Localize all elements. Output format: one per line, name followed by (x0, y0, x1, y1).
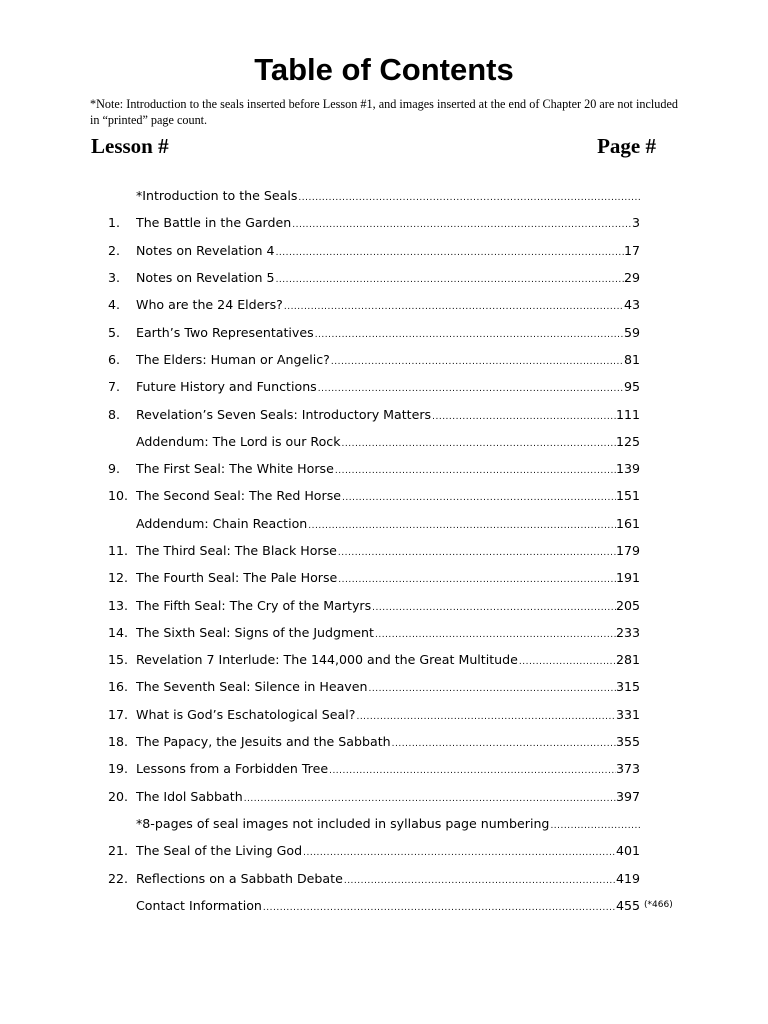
toc-entry-line (136, 652, 640, 667)
toc-entry-page: 59 (623, 324, 640, 340)
toc-entry-line (136, 188, 640, 203)
toc-entry-page: 43 (623, 297, 640, 313)
toc-entry-line (136, 761, 640, 776)
toc-entry (108, 209, 640, 236)
toc-entry-page: 397 (615, 788, 640, 804)
toc-entry-title: Contact Information (136, 897, 262, 913)
toc-entry-number: 4. (108, 297, 121, 313)
dot-leader (315, 330, 624, 340)
toc-entry-title: The Third Seal: The Black Horse (136, 543, 337, 558)
dot-leader (344, 876, 616, 886)
dot-leader (338, 575, 616, 585)
toc-entry-number: 13. (108, 597, 129, 613)
toc-entry-title: *8-pages of seal images not included in syllabus page numbering (136, 815, 550, 831)
toc-entry-line (136, 352, 640, 367)
toc-entry-line (136, 516, 640, 531)
dot-leader (342, 439, 616, 449)
toc-entry-line (136, 843, 640, 858)
toc-entry (108, 400, 640, 427)
dot-leader (375, 630, 616, 640)
toc-entry-page: 233 (615, 624, 640, 640)
toc-entry-number: 3. (108, 270, 121, 286)
toc-entry-page: 3 (631, 215, 640, 231)
toc-entry (108, 564, 640, 591)
dot-leader (331, 357, 624, 367)
toc-entry-number: 11. (108, 543, 129, 558)
toc-entry-page: 161 (615, 515, 640, 531)
dot-leader (392, 739, 616, 749)
dot-leader (308, 521, 616, 531)
toc-entry (108, 237, 640, 264)
toc-entry (108, 264, 640, 291)
toc-entry-line (136, 734, 640, 749)
toc-entry-page: 151 (615, 488, 640, 504)
toc-entry-number: 18. (108, 734, 129, 750)
toc-entry-title: The Fourth Seal: The Pale Horse (136, 570, 338, 586)
toc-entry-page: 139 (615, 461, 640, 477)
toc-entry-line (136, 871, 640, 886)
toc-entry-number: 8. (108, 406, 121, 422)
toc-entry-page: 111 (615, 406, 640, 422)
toc-entry-page: 179 (615, 543, 640, 558)
toc-entry (108, 510, 640, 537)
toc-entry (108, 482, 640, 509)
toc-entry-number: 2. (108, 242, 121, 258)
toc-entry-line (136, 598, 640, 613)
toc-entry (108, 728, 640, 755)
toc-entry-page: 95 (623, 379, 640, 395)
toc-entry-line (136, 543, 640, 558)
toc-entry (108, 864, 640, 891)
toc-entry-number: 6. (108, 351, 121, 367)
toc-entry-line (136, 297, 640, 312)
toc-entry-number: 21. (108, 843, 129, 859)
toc-entry-number: 1. (108, 215, 121, 231)
lesson-column-header: Lesson # (91, 134, 169, 158)
toc-entry (108, 537, 640, 564)
dot-leader (368, 684, 615, 694)
toc-entry-extra-page: (*466) (644, 899, 673, 910)
toc-entry-line (136, 407, 640, 422)
toc-entry-page: 401 (615, 843, 640, 859)
toc-entry-title: The Papacy, the Jesuits and the Sabbath (136, 734, 391, 750)
dot-leader (338, 548, 616, 558)
toc-entry-title: The Elders: Human or Angelic? (136, 351, 330, 367)
page-count-note: *Note: Introduction to the seals inserted before Lesson #1, and images inserted at the end of Chapter 20 are not included in “printed” page count. (90, 97, 678, 127)
toc-entry-number: 17. (108, 706, 129, 722)
toc-entry-line (136, 625, 640, 640)
toc-entry-number: 14. (108, 624, 129, 640)
toc-entry-title: The Idol Sabbath (136, 788, 243, 804)
toc-entry (108, 428, 640, 455)
toc-entry-line (136, 707, 640, 722)
toc-entry-number: 5. (108, 324, 121, 340)
toc-entry-title: The Battle in the Garden (136, 215, 292, 231)
dot-leader (519, 657, 616, 667)
toc-entry-line (136, 679, 640, 694)
toc-entry-title: Who are the 24 Elders? (136, 297, 283, 313)
toc-entry-title: Earth’s Two Representatives (136, 324, 314, 340)
dot-leader (318, 384, 624, 394)
toc-entry-line (136, 215, 640, 230)
toc-entry-title: Notes on Revelation 4 (136, 242, 275, 258)
toc-entry-line (136, 898, 640, 913)
dot-leader (432, 412, 616, 422)
toc-entry (108, 346, 640, 373)
toc-entry-page: 281 (615, 652, 640, 668)
toc-entry (108, 810, 640, 837)
toc-entry-page: 331 (615, 706, 640, 722)
toc-entry (108, 755, 640, 782)
dot-leader (276, 275, 624, 285)
toc-entry-line (136, 488, 640, 503)
toc-entry-title: The Second Seal: The Red Horse (136, 488, 341, 504)
toc-entry-title: The Fifth Seal: The Cry of the Martyrs (136, 597, 372, 613)
page-title: Table of Contents (254, 52, 514, 87)
toc-entry (108, 318, 640, 345)
toc-entry-page: 81 (623, 351, 640, 367)
dot-leader (335, 466, 616, 476)
toc-entry (108, 182, 640, 209)
toc-entry-page: 315 (615, 679, 640, 695)
toc-entry (108, 646, 640, 673)
toc-entry-title: Future History and Functions (136, 379, 317, 395)
toc-entry (108, 619, 640, 646)
toc-entry-number: 19. (108, 761, 129, 777)
dot-leader (284, 302, 624, 312)
toc-entry-line (136, 379, 640, 394)
toc-entry-line (136, 789, 640, 804)
toc-entry-title: Revelation 7 Interlude: The 144,000 and the Great Multitude (136, 652, 518, 668)
dot-leader (342, 493, 616, 503)
toc-entry (108, 373, 640, 400)
dot-leader (356, 712, 616, 722)
dot-leader (329, 766, 616, 776)
toc-entry (108, 837, 640, 864)
toc-entry-title: The Seventh Seal: Silence in Heaven (136, 679, 368, 695)
toc-entry-title: The First Seal: The White Horse (136, 461, 334, 477)
toc-entry-title: Notes on Revelation 5 (136, 270, 275, 286)
toc-entry-page: 355 (615, 734, 640, 750)
toc-entry-title: *Introduction to the Seals (136, 188, 298, 204)
toc-entry-title: Lessons from a Forbidden Tree (136, 761, 329, 777)
toc-entry (108, 455, 640, 482)
toc-entry-number: 15. (108, 652, 129, 668)
toc-entry-title: Addendum: Chain Reaction (136, 515, 308, 531)
dot-leader (298, 193, 640, 203)
toc-entry-page: 373 (615, 761, 640, 777)
toc-entry-line (136, 434, 640, 449)
toc-entry-number: 12. (108, 570, 129, 586)
dot-leader (276, 248, 624, 258)
dot-leader (292, 220, 632, 230)
toc-list (108, 182, 673, 919)
toc-entry-number: 22. (108, 870, 129, 886)
dot-leader (263, 903, 616, 913)
toc-entry (108, 591, 640, 618)
dot-leader (303, 848, 616, 858)
toc-entry-line (136, 243, 640, 258)
toc-entry-line (136, 816, 640, 831)
toc-entry-page: 419 (615, 870, 640, 886)
toc-entry-line (136, 461, 640, 476)
toc-entry-line (136, 325, 640, 340)
toc-entry-page: 29 (623, 270, 640, 286)
toc-entry-line (136, 270, 640, 285)
page-column-header: Page # (597, 134, 656, 158)
toc-entry (108, 701, 640, 728)
toc-entry-number: 20. (108, 788, 129, 804)
toc-entry-page: 455 (615, 897, 640, 913)
toc-entry-line (136, 570, 640, 585)
toc-entry-number: 7. (108, 379, 121, 395)
toc-entry-title: The Sixth Seal: Signs of the Judgment (136, 624, 374, 640)
toc-entry-title: Revelation’s Seven Seals: Introductory Matters (136, 406, 432, 422)
toc-entry-number: 16. (108, 679, 129, 695)
dot-leader (550, 821, 640, 831)
toc-entry-page: 17 (623, 242, 640, 258)
dot-leader (244, 794, 616, 804)
toc-entry-number: 10. (108, 488, 129, 504)
toc-entry-page: 125 (615, 433, 640, 449)
toc-entry-title: Reflections on a Sabbath Debate (136, 870, 343, 886)
dot-leader (372, 603, 616, 613)
toc-entry-title: What is God’s Eschatological Seal? (136, 706, 356, 722)
toc-entry (108, 673, 640, 700)
toc-entry-title: Addendum: The Lord is our Rock (136, 433, 341, 449)
toc-entry (108, 291, 640, 318)
toc-entry-page: 205 (615, 597, 640, 613)
toc-entry-number: 9. (108, 461, 121, 477)
toc-entry (108, 783, 640, 810)
toc-entry-title: The Seal of the Living God (136, 843, 303, 859)
toc-entry (108, 892, 673, 919)
toc-entry-page: 191 (615, 570, 640, 586)
